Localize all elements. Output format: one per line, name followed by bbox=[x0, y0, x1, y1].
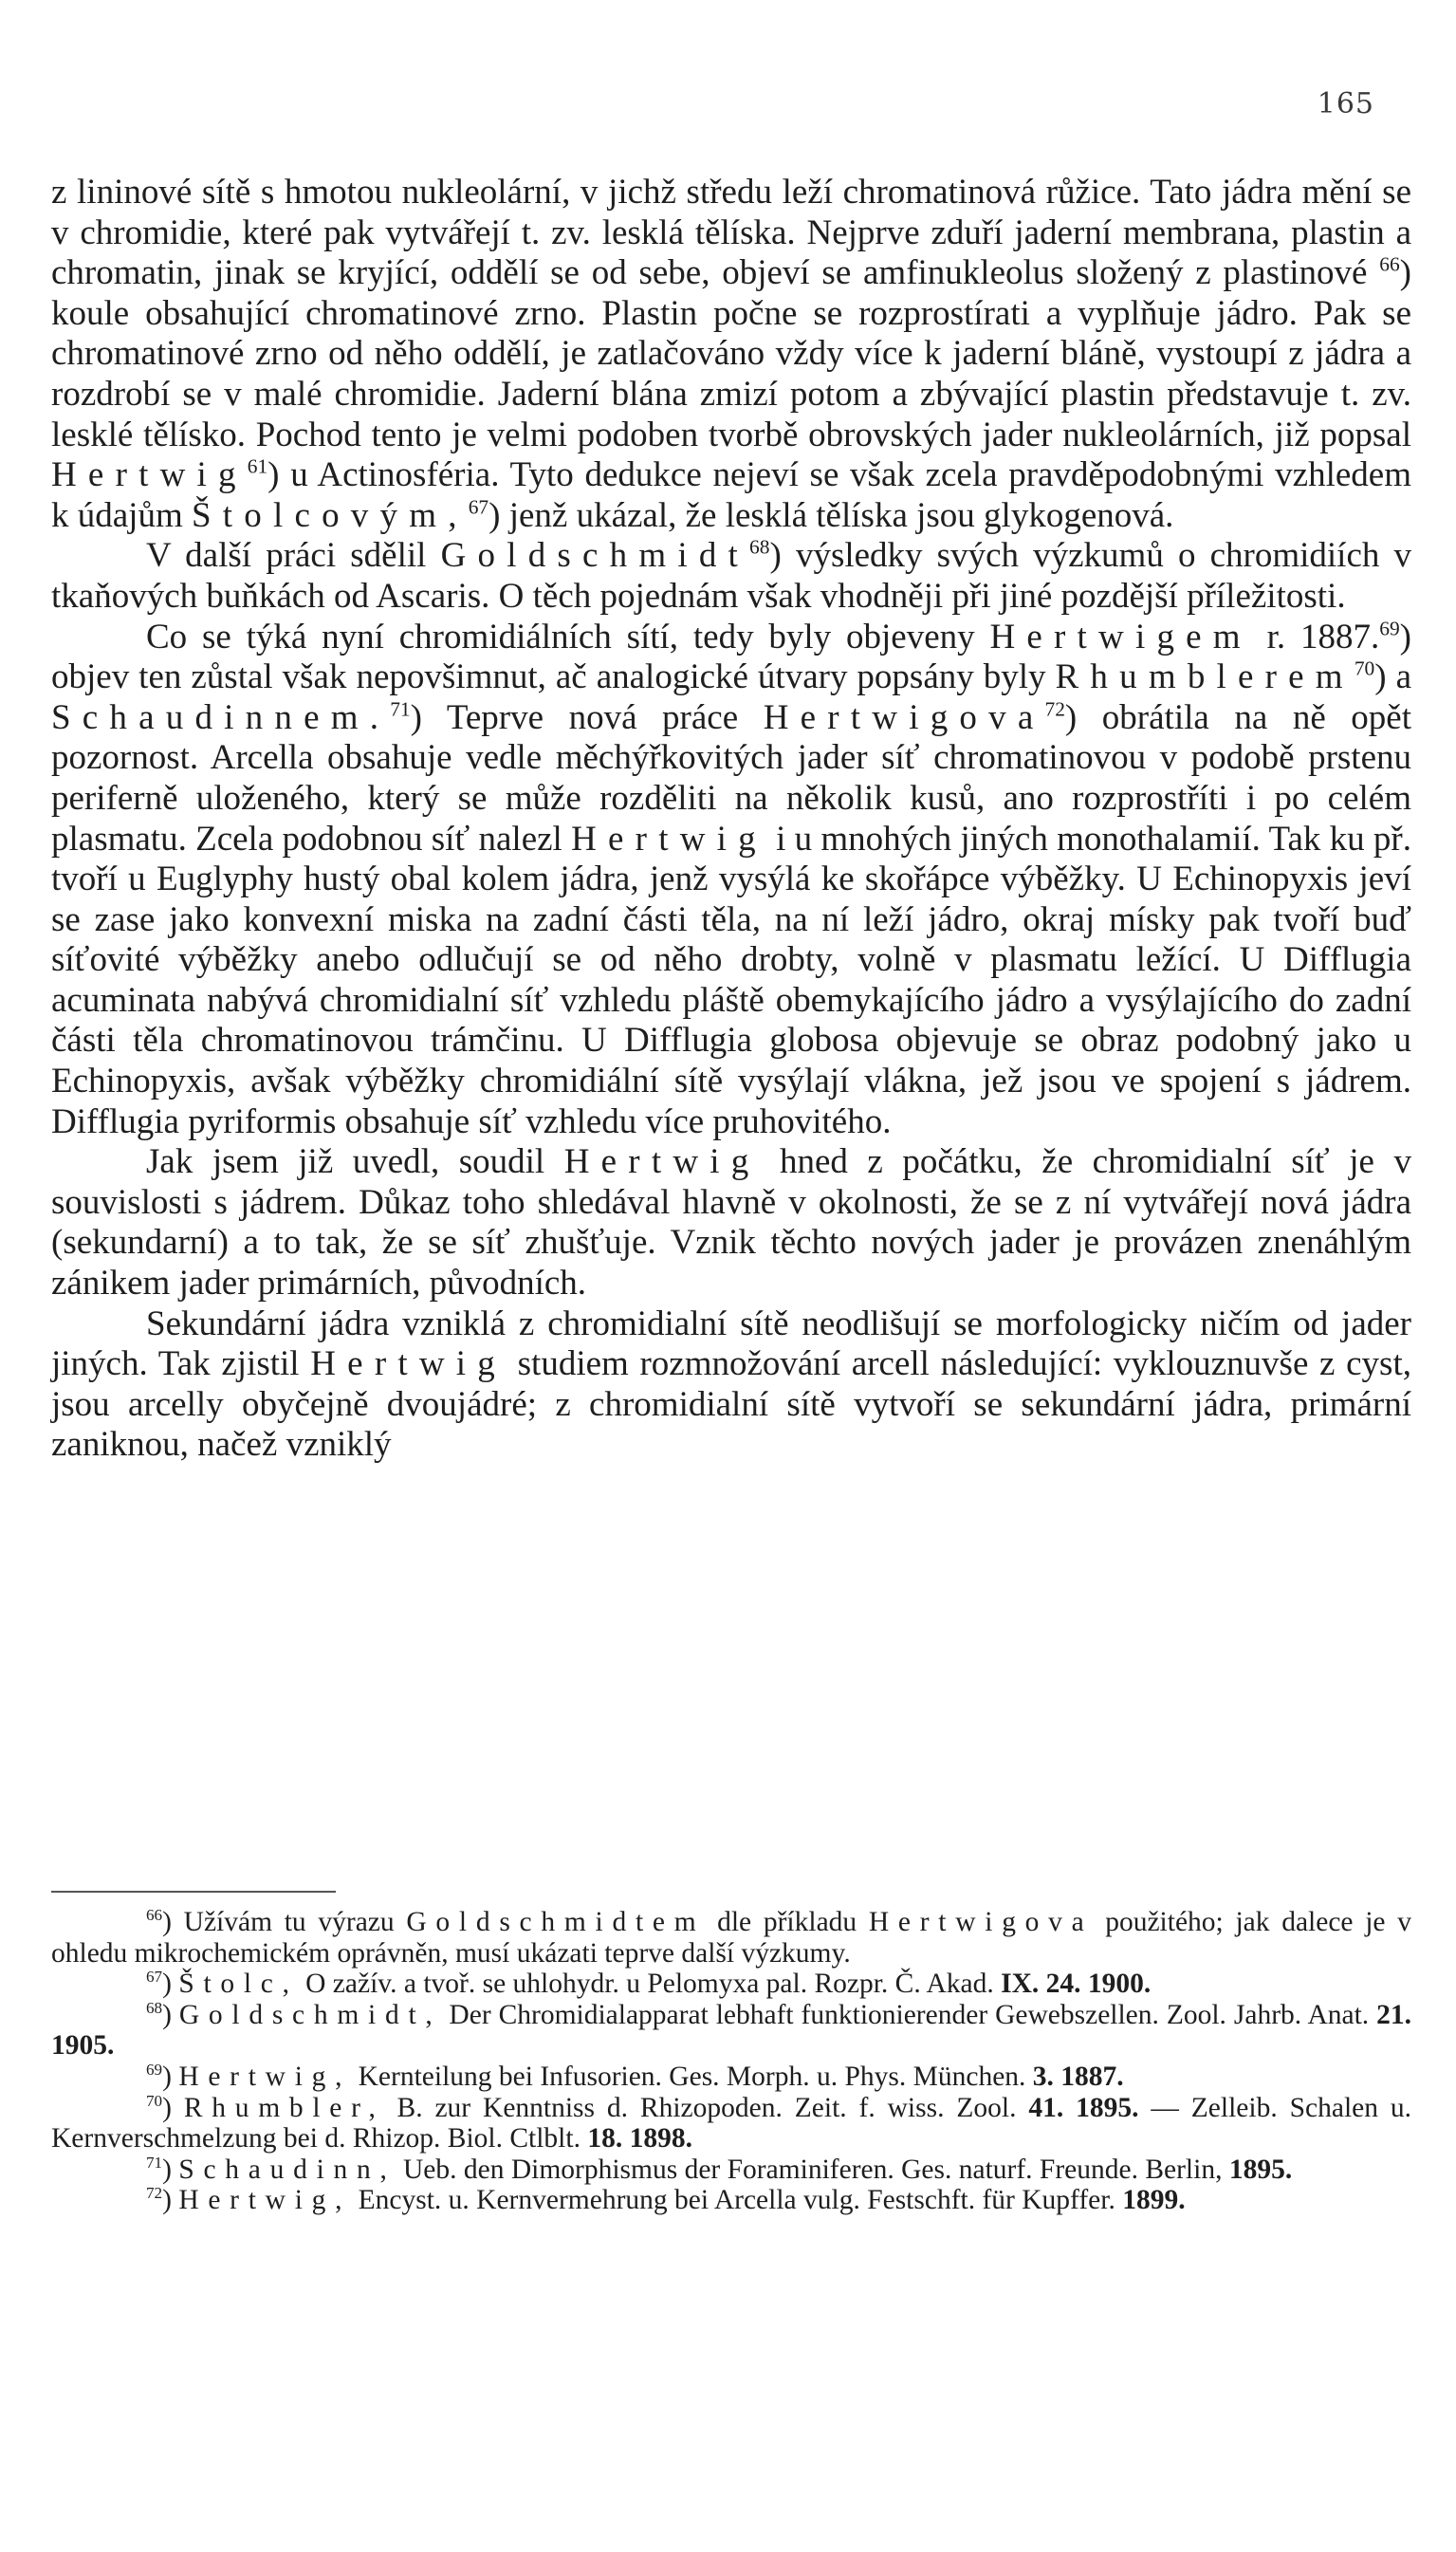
text-run: hned z počátku, že chromidialní síť je v souvislosti s jádrem. Důkaz toho shledával hlavně v okolnosti, že se z ní vytvářejí nová jádra (sekundarní) a to tak, že se síť zhušťuje. Vznik těchto nových jader je provázen znenáhlým zánikem jader primárních, původních. bbox=[51, 1142, 1411, 1304]
author-name: Hertwig bbox=[571, 819, 767, 859]
text-run: použitého; jak dalece je v ohledu mikrochemickém oprávněn, musí ukázati teprve další výzkumy. bbox=[51, 1907, 1411, 1969]
text-run: Jak jsem již uvedl, soudil bbox=[146, 1142, 564, 1182]
body-text bbox=[51, 173, 1411, 1466]
text-run: ) bbox=[162, 1999, 179, 2030]
author-name: Schaudinn, bbox=[178, 2154, 396, 2185]
text-run: ) bbox=[162, 1969, 179, 2000]
text-run: studiem rozmnožování arcell následující: vyklouznuvše z cyst, jsou arcelly obyčejně dvoujádré; z chromidialní sítě vytvoří se sekundární jádra, primární zaniknou, načež vzniklý bbox=[51, 1344, 1411, 1465]
citation-volume: 3. 1887. bbox=[1032, 2061, 1124, 2092]
author-name: Štolcovým, bbox=[191, 495, 469, 535]
text-run: ) Teprve nová práce bbox=[410, 697, 764, 737]
footnote bbox=[51, 2062, 1411, 2093]
citation-volume: 1895. bbox=[1228, 2154, 1293, 2185]
footnote bbox=[51, 1969, 1411, 2000]
footnote-number: 67 bbox=[146, 1968, 163, 1987]
footnote bbox=[51, 2093, 1411, 2154]
citation-volume: IX. 24. 1900. bbox=[1001, 1969, 1152, 2000]
text-run: ) bbox=[162, 2185, 179, 2216]
text-run: Sekundární jádra vzniklá z chromidialní sítě neodlišují se morfologicky ničím od jader jiných. Tak zjistil bbox=[51, 1304, 1411, 1384]
text-run: dle příkladu bbox=[705, 1907, 869, 1937]
paragraph-4 bbox=[51, 1142, 1411, 1304]
author-name: Hertwig bbox=[310, 1344, 507, 1384]
footnote-ref: 72 bbox=[1044, 697, 1065, 721]
footnote-ref: 61 bbox=[247, 454, 268, 478]
footnote-number: 71 bbox=[146, 2153, 163, 2172]
text-run: r. 1887. bbox=[1251, 617, 1380, 656]
footnote-number: 70 bbox=[146, 2091, 163, 2110]
text-run: Encyst. u. Kernvermehrung bei Arcella vulg. Festschft. für Kupffer. bbox=[351, 2185, 1123, 2216]
footnote-ref: 71 bbox=[390, 697, 411, 721]
text-run: ) bbox=[162, 2154, 179, 2185]
footnote-ref: 68 bbox=[749, 536, 770, 560]
paragraph-2 bbox=[51, 536, 1411, 617]
footnote-number: 72 bbox=[146, 2184, 163, 2203]
footnote-number: 66 bbox=[146, 1906, 163, 1925]
author-name: Goldschmidt, bbox=[178, 1999, 442, 2030]
paragraph-5 bbox=[51, 1304, 1411, 1466]
footnote bbox=[51, 2154, 1411, 2186]
text-run: Ueb. den Dimorphismus der Foraminiferen. Ges. naturf. Freunde. Berlin, bbox=[396, 2154, 1229, 2185]
author-name: Rhumblerem bbox=[1055, 657, 1355, 697]
text-run: Kernteilung bei Infusorien. Ges. Morph. u. Phys. München. bbox=[351, 2061, 1033, 2092]
footnote-ref: 70 bbox=[1354, 656, 1375, 680]
footnote bbox=[51, 2000, 1411, 2062]
text-run: O zažív. a tvoř. se uhlohydr. u Pelomyxa pal. Rozpr. Č. Akad. bbox=[298, 1969, 1002, 2000]
text-run: ) obrátila na ně opět pozornost. Arcella obsahuje vedle měchýřkovitých jader síť chromatinovou v podobě prstenu periferně uloženého, který se může rozděliti na několik kusů, ano rozprostříti i po celém plasmatu. Zcela podobnou síť nalezl bbox=[51, 697, 1411, 859]
author-name: Hertwigova bbox=[763, 697, 1045, 737]
text-run: ) koule obsahující chromatinové zrno. Plastin počne se rozprostírati a vyplňuje jádro. Pak se chromatinové zrno od něho oddělí, je zatlačováno vždy více k jaderní bláně, vystoupí z jádra a rozdrobí se v malé chromidie. Jaderní blána zmizí potom a zbývající plastin představuje t. zv. lesklé tělísko. Pochod tento je velmi podoben tvorbě obrovských jader nukleolárních, již popsal bbox=[51, 253, 1411, 454]
author-name: Hertwig bbox=[51, 455, 248, 495]
text-run: ) objev ten zůstal však nepovšimnut, ač analogické útvary popsány byly bbox=[51, 617, 1411, 697]
text-run: V další práci sdělil bbox=[146, 536, 441, 576]
footnote-divider bbox=[51, 1891, 336, 1893]
page-number: 165 bbox=[1317, 87, 1374, 120]
text-run: i u mnohých jiných monothalamií. Tak ku př. tvoří u Euglyphy hustý obal kolem jádra, jenž vysýlá ke skořápce výběžky. U Echinopyxis jeví se zase jako konvexní miska na zadní části těla, na ní leží jádro, okraj mísky pak tvoří buď síťovité výběžky anebo odlučují se od něho drobty, volně v plasmatu ležící. U Difflugia acuminata nabývá chromidialní síť vzhledu pláště obemykajícího jádro a vysýlajícího do zadní části těla chromatinovou trámčinu. U Difflugia globosa objevuje se obraz podobný jako u Echinopyxis, avšak výběžky chromidiální sítě vysýlají vlákna, jež jsou ve spojení s jádrem. Difflugia pyriformis obsahuje síť vzhledu více pruhovitého. bbox=[51, 819, 1411, 1141]
text-run: Der Chromidialapparat lebhaft funktionierender Gewebszellen. Zool. Jahrb. Anat. bbox=[441, 1999, 1377, 2030]
text-run: B. zur Kenntniss d. Rhizopoden. Zeit. f. wiss. Zool. bbox=[384, 2092, 1029, 2123]
text-run: — Zelleib. Schalen u. Kernverschmelzung bei d. Rhizop. Biol. Ctlblt. bbox=[51, 2092, 1411, 2154]
author-name: Rhumbler, bbox=[183, 2092, 385, 2123]
text-run: ) u Actinosféria. Tyto dedukce nejeví se však zcela pravděpodobnými vzhledem k údajům bbox=[51, 455, 1411, 535]
author-name: Hertwig bbox=[563, 1142, 761, 1182]
text-run: z lininové sítě s hmotou nukleolární, v jichž středu leží chromatinová růžice. Tato jádra mění se v chromidie, které pak vytvářejí t. zv. lesklá tělíska. Nejprve zduří jaderní membrana, plastin a chromatin, jinak se kryjící, oddělí se od sebe, objeví se amfinukleolus složený z plastinové bbox=[51, 173, 1411, 293]
text-run: ) jenž ukázal, že lesklá tělíska jsou glykogenová. bbox=[488, 495, 1174, 535]
paragraph-1 bbox=[51, 173, 1411, 536]
citation-volume: 1899. bbox=[1122, 2185, 1186, 2216]
footnote-number: 69 bbox=[146, 2061, 163, 2080]
citation-volume: 41. 1895. bbox=[1028, 2092, 1139, 2123]
text-run: Co se týká nyní chromidiálních sítí, tedy byly objeveny bbox=[146, 617, 990, 656]
citation-volume: 21. 1905. bbox=[51, 1999, 1411, 2062]
paragraph-3 bbox=[51, 618, 1411, 1143]
author-name: Hertwig, bbox=[178, 2061, 352, 2092]
text-run: ) výsledky svých výzkumů o chromidiích v tkaňových buňkách od Ascaris. O těch pojednám však vhodněji při jiné pozdější příležitosti. bbox=[51, 536, 1411, 616]
text-run: ) Užívám tu výrazu bbox=[162, 1907, 407, 1937]
text-run: ) bbox=[162, 2092, 184, 2123]
footnote-number: 68 bbox=[146, 1998, 163, 2017]
author-name: Schaudinnem. bbox=[51, 697, 391, 737]
footnote bbox=[51, 1907, 1411, 1969]
author-name: Hertwig, bbox=[178, 2185, 352, 2216]
citation-volume: 18. 1898. bbox=[587, 2123, 692, 2154]
footnotes bbox=[51, 1907, 1411, 2216]
footnote-ref: 67 bbox=[468, 495, 489, 519]
author-name: Štolc, bbox=[178, 1969, 299, 2000]
author-name: Goldschmidtem bbox=[406, 1907, 706, 1937]
footnote-ref: 69 bbox=[1379, 617, 1400, 640]
footnote bbox=[51, 2185, 1411, 2216]
footnote-ref: 66 bbox=[1379, 252, 1400, 276]
text-run: ) bbox=[162, 2061, 179, 2092]
author-name: Goldschmidt bbox=[440, 536, 750, 576]
text-run: ) a bbox=[1374, 657, 1411, 697]
author-name: Hertwigem bbox=[989, 617, 1252, 656]
author-name: Hertwigova bbox=[868, 1907, 1094, 1937]
